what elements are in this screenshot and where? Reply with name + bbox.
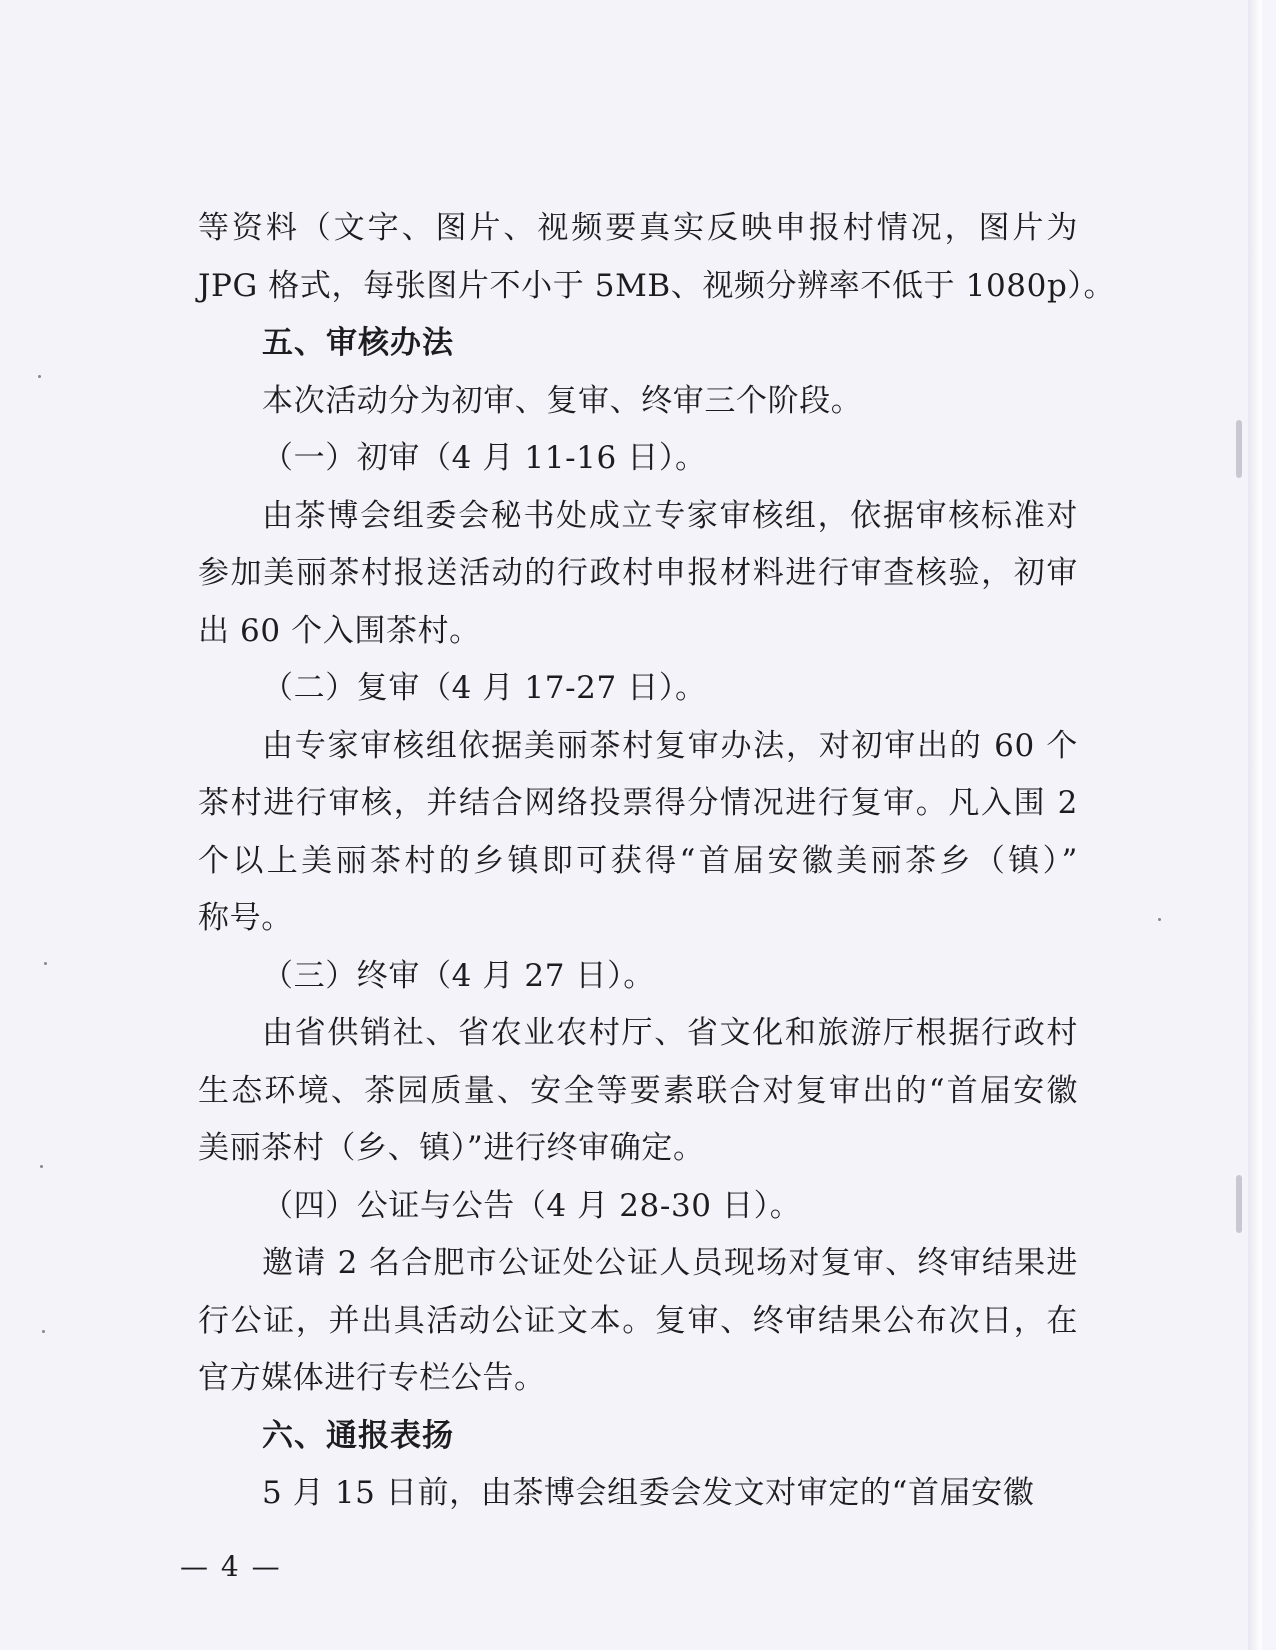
page-number: — 4 — [180, 1550, 282, 1583]
subsection-heading: （二）复审（4 月 17-27 日）。 [262, 670, 707, 706]
scan-speck [42, 1330, 45, 1333]
body-line: 由专家审核组依据美丽茶村复审办法，对初审出的 60 个 [262, 727, 1078, 764]
body-line: 5 月 15 日前，由茶博会组委会发文对审定的“首届安徽 [262, 1475, 1035, 1511]
body-line: JPG 格式，每张图片不小于 5MB、视频分辨率不低于 1080p）。 [198, 267, 1116, 304]
body-line: 个以上美丽茶村的乡镇即可获得“首届安徽美丽茶乡（镇）” [198, 842, 1078, 879]
body-line: 行公证，并出具活动公证文本。复审、终审结果公布次日，在 [198, 1302, 1078, 1339]
body-line: 本次活动分为初审、复审、终审三个阶段。 [262, 382, 863, 419]
scan-speck [1158, 918, 1161, 921]
scan-speck [40, 1165, 43, 1168]
body-line: 美丽茶村（乡、镇）”进行终审确定。 [198, 1130, 705, 1166]
body-line: 等资料（文字、图片、视频要真实反映申报村情况，图片为 [198, 210, 1078, 246]
subsection-heading: （一）初审（4 月 11-16 日）。 [262, 440, 707, 476]
subsection-heading: （四）公证与公告（4 月 28-30 日）。 [262, 1187, 802, 1224]
binding-hole-mark [1236, 1175, 1242, 1233]
body-line: 茶村进行审核，并结合网络投票得分情况进行复审。凡入围 2 [198, 785, 1078, 821]
body-line: 生态环境、茶园质量、安全等要素联合对复审出的“首届安徽 [198, 1072, 1078, 1109]
body-line: 邀请 2 名合肥市公证处公证人员现场对复审、终审结果进 [262, 1245, 1078, 1281]
section-heading: 六、通报表扬 [262, 1417, 454, 1454]
body-line: 出 60 个入围茶村。 [198, 612, 481, 649]
body-line: 官方媒体进行专栏公告。 [198, 1360, 546, 1396]
body-line: 称号。 [198, 900, 293, 936]
body-line: 参加美丽茶村报送活动的行政村申报材料进行审查核验，初审 [198, 555, 1078, 591]
body-line: 由省供销社、省农业农村厅、省文化和旅游厅根据行政村 [262, 1015, 1078, 1051]
body-line: 由茶博会组委会秘书处成立专家审核组，依据审核标准对 [262, 497, 1078, 534]
document-body [198, 200, 1116, 1523]
section-heading: 五、审核办法 [262, 325, 454, 361]
scan-speck [38, 375, 41, 378]
page-edge-shadow [1248, 0, 1262, 1650]
subsection-heading: （三）终审（4 月 27 日）。 [262, 957, 655, 994]
scan-speck [44, 962, 47, 965]
binding-hole-mark [1236, 420, 1242, 478]
